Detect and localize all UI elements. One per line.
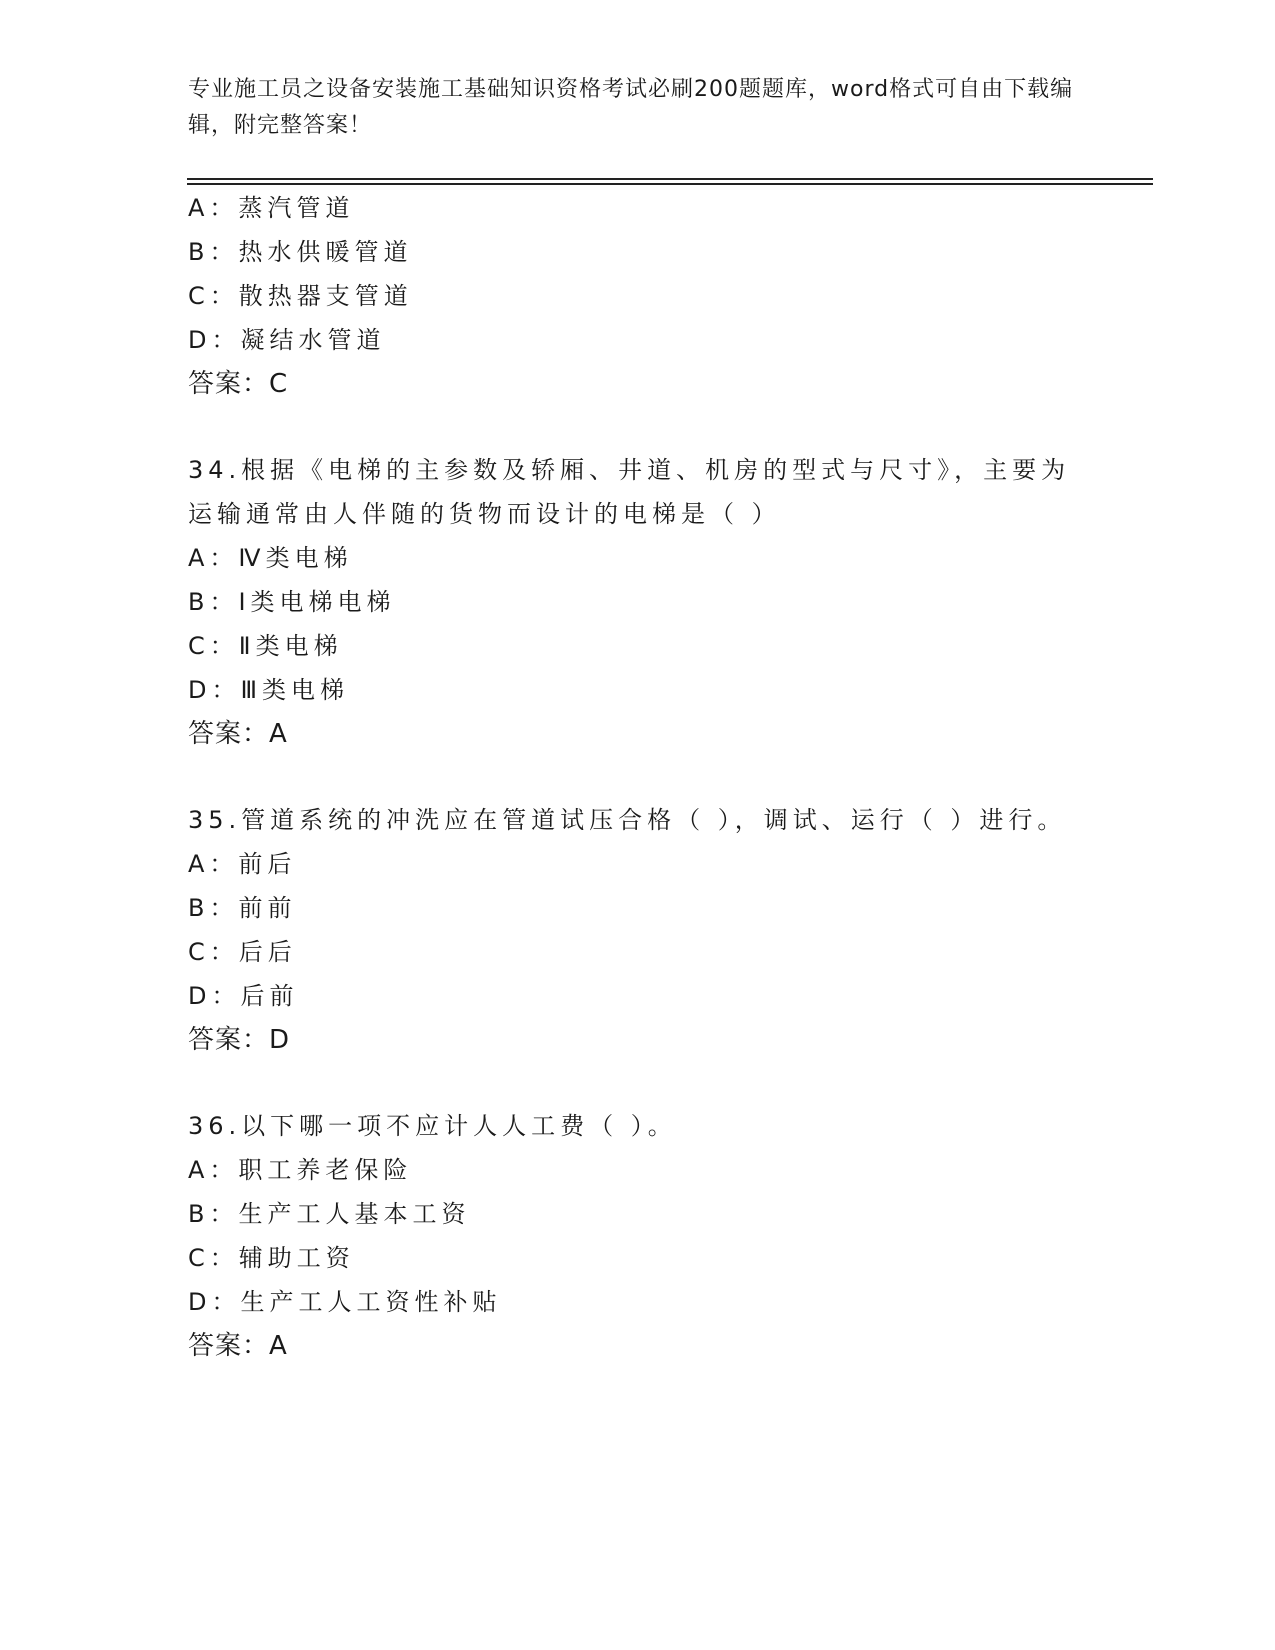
- q34-option-b: B：Ⅰ类电梯电梯: [188, 588, 396, 616]
- q35-option-b: B：前前: [188, 894, 297, 922]
- q35-option-d: D：后前: [188, 982, 299, 1010]
- prev-option-d: D：凝结水管道: [188, 326, 386, 354]
- q34-option-d: D：Ⅲ类电梯: [188, 676, 350, 704]
- prev-option-b: B：热水供暖管道: [188, 238, 413, 266]
- q34-option-a: A：Ⅳ类电梯: [188, 544, 353, 572]
- q36-option-c: C：辅助工资: [188, 1244, 355, 1272]
- header-rule-top: [187, 178, 1153, 180]
- q34-stem-line-2: 运输通常由人伴随的货物而设计的电梯是（ ）: [188, 500, 781, 528]
- q36-option-b: B：生产工人基本工资: [188, 1200, 471, 1228]
- q36-answer: 答案：A: [188, 1331, 288, 1361]
- q36-option-a: A：职工养老保险: [188, 1156, 413, 1184]
- q34-option-c: C：Ⅱ类电梯: [188, 632, 343, 660]
- q35-option-c: C：后后: [188, 938, 297, 966]
- prev-option-c: C：散热器支管道: [188, 282, 413, 310]
- q34-answer: 答案：A: [188, 719, 288, 749]
- q36-stem: 36.以下哪一项不应计人人工费（ ）。: [188, 1112, 677, 1140]
- prev-answer: 答案：C: [188, 369, 289, 399]
- q35-option-a: A：前后: [188, 850, 297, 878]
- q36-option-d: D：生产工人工资性补贴: [188, 1288, 502, 1316]
- q35-answer: 答案：D: [188, 1025, 291, 1055]
- document-header: 专业施工员之设备安装施工基础知识资格考试必刷200题题库，word格式可自由下载编辑，附完整答案！: [188, 77, 1074, 138]
- q35-stem: 35.管道系统的冲洗应在管道试压合格（ ），调试、运行（ ）进行。: [188, 806, 1067, 834]
- prev-option-a: A：蒸汽管道: [188, 194, 355, 222]
- q34-stem-line-1: 34.根据《电梯的主参数及轿厢、井道、机房的型式与尺寸》，主要为: [188, 456, 1071, 484]
- header-rule-bottom: [187, 183, 1153, 185]
